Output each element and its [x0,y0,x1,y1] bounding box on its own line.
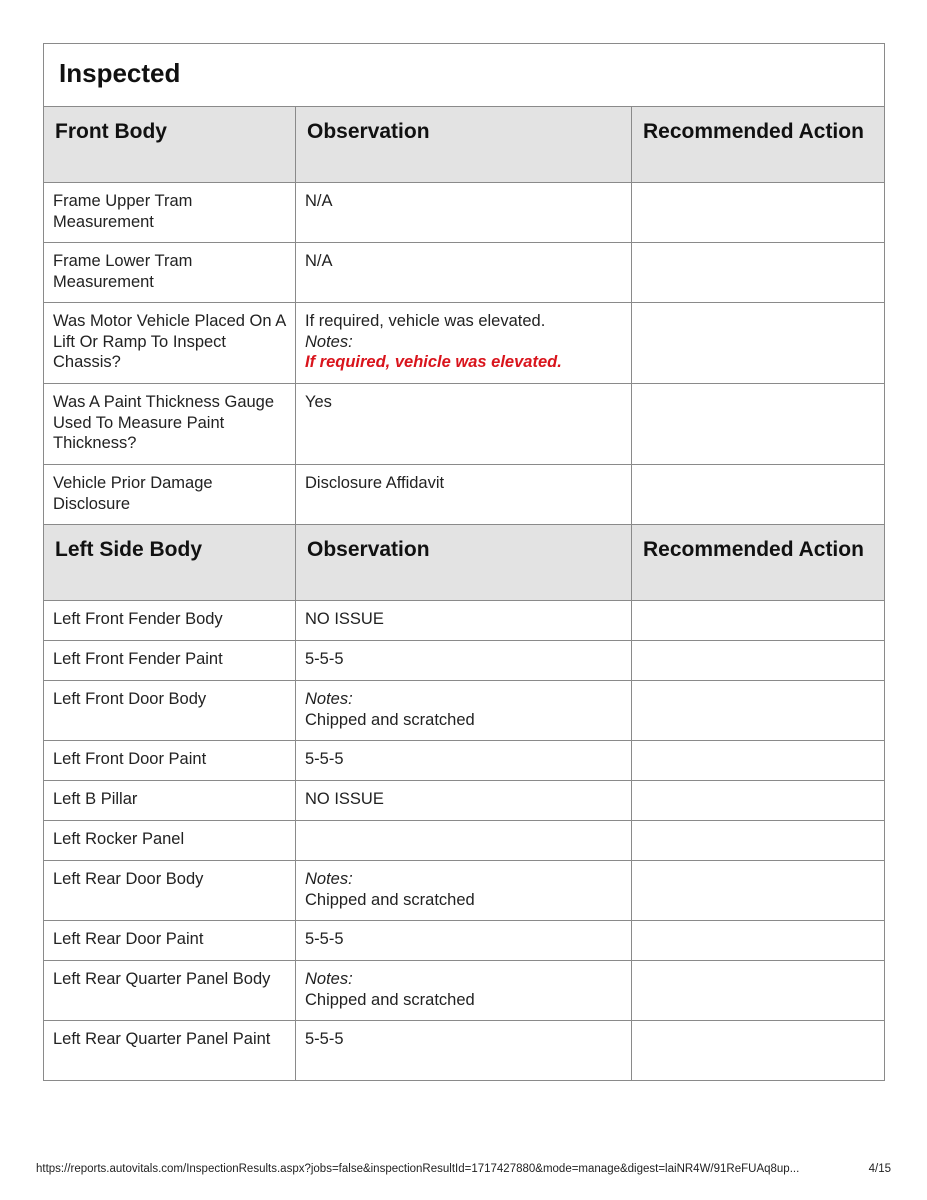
recommended-action-cell [632,681,885,741]
table-row [44,243,885,303]
table-row [44,384,885,465]
table-row [44,961,885,1021]
notes-label: Notes: [305,690,353,708]
recommended-action-cell [632,1021,885,1081]
note-text: If required, vehicle was elevated. [305,353,562,371]
recommended-action-cell [632,921,885,961]
table-row [44,183,885,243]
observation-text: N/A [305,252,333,270]
report-url: https://reports.autovitals.com/InspectionResults.aspx?jobs=false&inspectionResultId=1717427880&mode=manage&digest=laiNR4W/91ReFUAq8up... [36,1163,800,1175]
column-header-recommended-action: Recommended Action [632,525,885,601]
recommended-action-cell [632,303,885,384]
item-cell: Left Rear Quarter Panel Body [44,961,296,1021]
column-header-item: Left Side Body [44,525,296,601]
table-row [44,781,885,821]
column-header-item: Front Body [44,107,296,183]
table-row [44,861,885,921]
observation-cell [296,821,632,861]
observation-cell [296,384,632,465]
recommended-action-cell [632,741,885,781]
observation-cell [296,465,632,525]
item-cell: Left Front Fender Body [44,601,296,641]
observation-cell [296,601,632,641]
observation-cell [296,961,632,1021]
item-cell: Was A Paint Thickness Gauge Used To Measure Paint Thickness? [44,384,296,465]
observation-text: If required, vehicle was elevated. [305,312,546,330]
observation-cell [296,861,632,921]
observation-text: 5-5-5 [305,930,344,948]
observation-text: NO ISSUE [305,610,384,628]
recommended-action-cell [632,781,885,821]
observation-text: 5-5-5 [305,750,344,768]
observation-text: N/A [305,192,333,210]
item-cell: Frame Lower Tram Measurement [44,243,296,303]
recommended-action-cell [632,384,885,465]
observation-cell [296,921,632,961]
observation-cell [296,741,632,781]
observation-cell [296,1021,632,1081]
section-header-left-side-body [44,525,885,601]
inspection-table [43,43,885,1081]
recommended-action-cell [632,243,885,303]
item-cell: Left Front Door Body [44,681,296,741]
table-row [44,641,885,681]
recommended-action-cell [632,961,885,1021]
recommended-action-cell [632,821,885,861]
notes-label: Notes: [305,970,353,988]
recommended-action-cell [632,861,885,921]
observation-text: Yes [305,393,332,411]
item-cell: Left Rear Door Body [44,861,296,921]
item-cell: Was Motor Vehicle Placed On A Lift Or Ramp To Inspect Chassis? [44,303,296,384]
item-cell: Left Rocker Panel [44,821,296,861]
column-header-observation: Observation [296,107,632,183]
page-number: 4/15 [868,1163,891,1175]
item-cell: Left Front Fender Paint [44,641,296,681]
item-cell: Frame Upper Tram Measurement [44,183,296,243]
table-row [44,601,885,641]
table-row [44,303,885,384]
notes-label: Notes: [305,332,353,351]
column-header-observation: Observation [296,525,632,601]
section-header-front-body [44,107,885,183]
item-cell: Left Front Door Paint [44,741,296,781]
table-row [44,1021,885,1081]
observation-cell [296,243,632,303]
observation-cell [296,303,632,384]
recommended-action-cell [632,641,885,681]
item-cell: Left Rear Quarter Panel Paint [44,1021,296,1081]
table-row [44,821,885,861]
notes-label: Notes: [305,870,353,888]
note-text: Chipped and scratched [305,710,475,729]
item-cell: Left Rear Door Paint [44,921,296,961]
note-text: Chipped and scratched [305,890,475,909]
table-row [44,741,885,781]
column-header-recommended-action: Recommended Action [632,107,885,183]
recommended-action-cell [632,465,885,525]
item-cell: Left B Pillar [44,781,296,821]
observation-cell [296,641,632,681]
observation-cell [296,681,632,741]
observation-text: Disclosure Affidavit [305,474,445,492]
observation-text: 5-5-5 [305,650,344,668]
observation-cell [296,781,632,821]
note-text: Chipped and scratched [305,990,475,1009]
observation-text: 5-5-5 [305,1030,344,1048]
table-row [44,921,885,961]
table-row [44,465,885,525]
report-title: Inspected [44,44,885,107]
recommended-action-cell [632,601,885,641]
table-row [44,681,885,741]
observation-cell [296,183,632,243]
observation-text: NO ISSUE [305,790,384,808]
item-cell: Vehicle Prior Damage Disclosure [44,465,296,525]
recommended-action-cell [632,183,885,243]
